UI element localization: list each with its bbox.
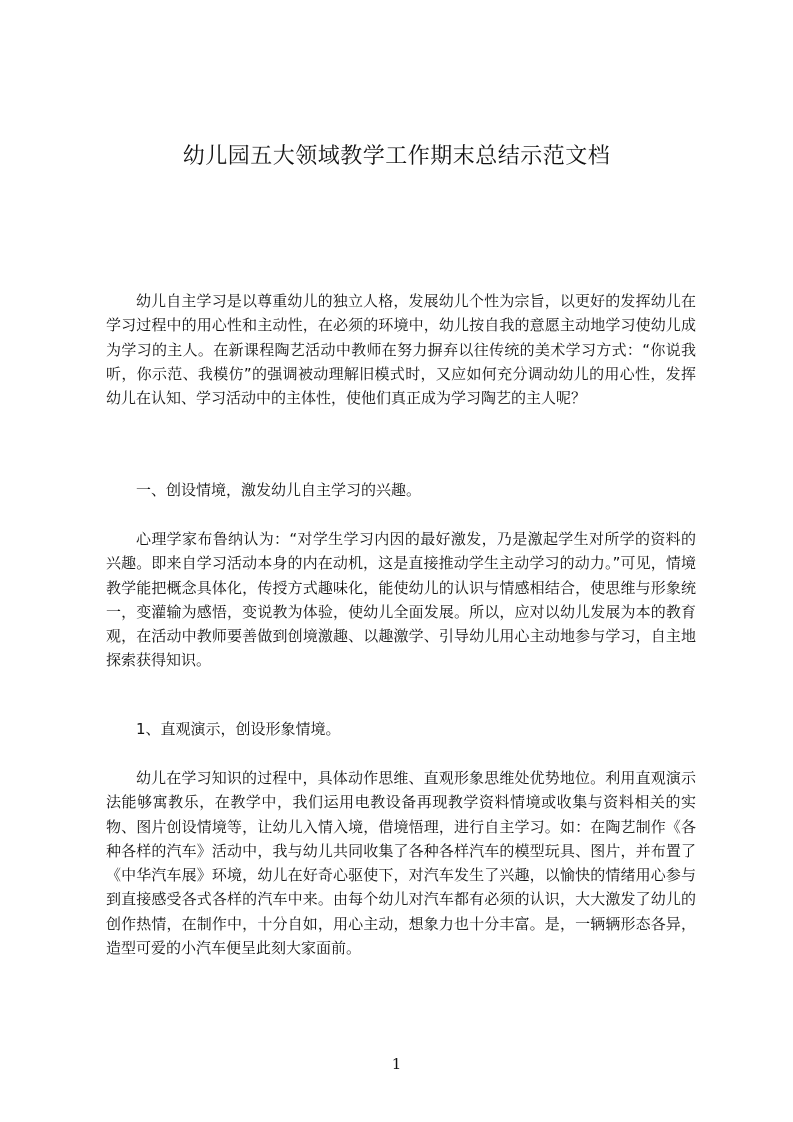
page-number: 1 <box>391 1055 402 1073</box>
paragraph-intro: 幼儿自主学习是以尊重幼儿的独立人格，发展幼儿个性为宗旨，以更好的发挥幼儿在学习过程中的用心性和主动性，在必须的环境中，幼儿按自我的意愿主动地学习使幼儿成为学习的主人。在新课程陶艺活动中教师在努力摒弃以往传统的美术学习方式：“你说我听，你示范、我模仿”的强调被动理解旧模式时，又应如何充分调动幼儿的用心性，发挥幼儿在认知、学习活动中的主体性，使他们真正成为学习陶艺的主人呢？ <box>106 292 696 408</box>
paragraph-demonstration: 幼儿在学习知识的过程中，具体动作思维、直观形象思维处优势地位。利用直观演示法能够寓教乐，在教学中，我们运用电教设备再现教学资料情境或收集与资料相关的实物、图片创设情境等，让幼儿入情入境，借境悟理，进行自主学习。如：在陶艺制作《各种各样的汽车》活动中，我与幼儿共同收集了各种各样汽车的模型玩具、图片，并布置了《中华汽车展》环境，幼儿在好奇心驱使下，对汽车发生了兴趣，以愉快的情绪用心参与到直接感受各式各样的汽车中来。由每个幼儿对汽车都有必须的认识，大大激发了幼儿的创作热情，在制作中，十分自如，用心主动，想象力也十分丰富。是，一辆辆形态各异，造型可爱的小汽车便呈此刻大家面前。 <box>106 769 696 958</box>
document-title: 幼儿园五大领域教学工作期末总结示范文档 <box>182 144 611 169</box>
paragraph-bruner: 心理学家布鲁纳认为：“对学生学习内因的最好激发，乃是激起学生对所学的资料的兴趣。即来自学习活动本身的内在动机，这是直接推动学生主动学习的动力。”可见，情境教学能把概念具体化，传授方式趣味化，能使幼儿的认识与情感相结合，使思维与形象统一，变灌输为感悟，变说教为体验，使幼儿全面发展。所以，应对以幼儿发展为本的教育观，在活动中教师要善做到创境激趣、以趣激学、引导幼儿用心主动地参与学习，自主地探索获得知识。 <box>106 530 696 670</box>
section-heading-1: 一、创设情境，激发幼儿自主学习的兴趣。 <box>136 481 422 499</box>
subsection-heading-1: 1、直观演示，创设形象情境。 <box>136 720 341 738</box>
